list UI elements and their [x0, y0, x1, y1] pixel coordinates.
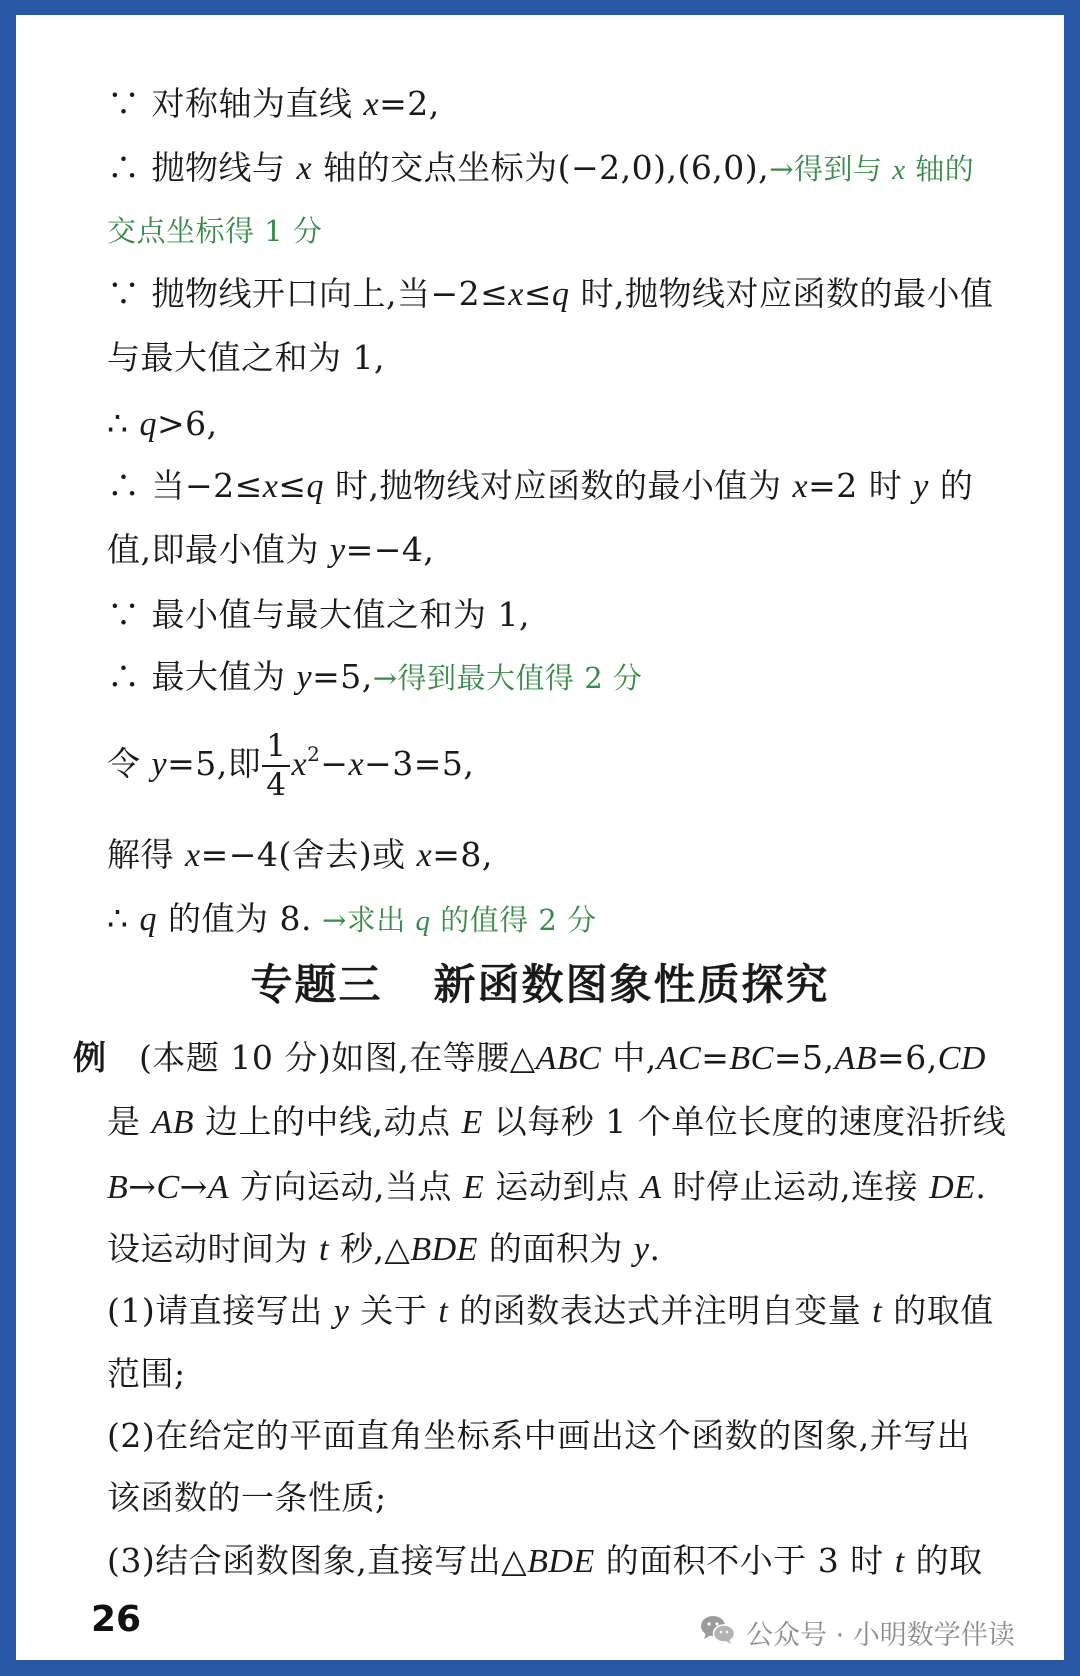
math-variable: y	[151, 746, 168, 783]
math-variable: y	[329, 532, 346, 569]
text-run: =2 时	[808, 466, 914, 505]
text-run: =5,即	[167, 744, 262, 783]
math-variable: x	[416, 837, 433, 874]
example-line-4	[107, 1227, 660, 1271]
text-run: 方向运动,当点	[229, 1167, 464, 1206]
example-line-6	[107, 1352, 186, 1396]
text-run: >6,	[157, 404, 218, 443]
math-variable: q	[139, 406, 157, 443]
example-line-7	[107, 1414, 970, 1458]
text-run: 的值得 2 分	[430, 903, 597, 937]
solution-line-12	[107, 833, 493, 877]
math-variable: y	[913, 468, 929, 505]
solution-line-11	[107, 724, 474, 804]
text-run: 轴的	[905, 152, 975, 186]
example-label: 例	[73, 1038, 107, 1077]
math-variable: x	[262, 468, 279, 505]
text-run: 关于	[349, 1291, 439, 1330]
math-variable: DE	[929, 1169, 976, 1206]
math-variable: BC	[729, 1040, 774, 1077]
text-run: (3)结合函数图象,直接写出△	[107, 1541, 528, 1580]
math-variable: q	[306, 468, 325, 505]
math-variable: E	[461, 1104, 483, 1141]
math-variable: CD	[937, 1040, 986, 1077]
text-run: (本题 10 分)如图,在等腰△	[139, 1038, 536, 1077]
math-variable: C	[156, 1169, 180, 1206]
text-run: 的值为 8.	[157, 899, 312, 938]
text-run: =	[701, 1038, 730, 1077]
text-run: 中,	[601, 1038, 657, 1077]
text-run: 的面积为	[477, 1229, 634, 1268]
math-variable: E	[463, 1169, 485, 1206]
solution-line-2	[107, 146, 974, 190]
text-run: ∴	[107, 899, 140, 938]
text-run: 是	[107, 1102, 152, 1141]
math-variable: x	[348, 746, 365, 783]
math-variable: y	[333, 1293, 350, 1330]
example-line-2	[107, 1100, 1006, 1144]
fraction-denominator: 4	[266, 767, 287, 803]
text-run: ∴ 最大值为	[107, 657, 297, 696]
wechat-icon	[700, 1614, 736, 1650]
math-variable: x	[363, 86, 380, 123]
example-line-3	[107, 1165, 986, 1209]
text-run: 令	[107, 744, 152, 783]
math-variable: AB	[834, 1040, 878, 1077]
math-variable: x	[185, 837, 201, 874]
solution-line-8	[107, 528, 434, 572]
text-run: →得到与	[769, 152, 893, 186]
math-variable: AC	[656, 1040, 702, 1077]
text-run: .	[649, 1229, 661, 1268]
exponent: 2	[307, 742, 321, 766]
solution-line-6	[107, 402, 218, 446]
math-variable: A	[207, 1169, 230, 1206]
text-run: (1)请直接写出	[107, 1291, 334, 1330]
math-variable: A	[640, 1169, 662, 1206]
text-run: 秒,△	[328, 1229, 411, 1268]
text-run: −	[320, 744, 349, 783]
math-variable: x	[892, 154, 906, 186]
text-run: ∵ 对称轴为直线	[107, 84, 364, 123]
text-run: ≤	[278, 466, 307, 505]
example-line-8	[107, 1476, 387, 1520]
fraction	[262, 728, 290, 803]
math-variable: t	[319, 1231, 329, 1268]
text-run: ∵ 最小值与最大值之和为 1,	[107, 595, 530, 634]
solution-line-13	[107, 897, 597, 941]
text-run: 时停止运动,连接	[661, 1167, 930, 1206]
math-variable: t	[438, 1293, 449, 1330]
solution-line-9	[107, 593, 530, 637]
text-run: 的面积不小于 3 时	[594, 1541, 895, 1580]
math-variable: q	[139, 901, 157, 938]
text-run: 的	[928, 466, 974, 505]
math-variable: q	[415, 905, 431, 937]
math-variable: ABC	[535, 1040, 602, 1077]
text-run: =8,	[432, 835, 493, 874]
text-run: 设运动时间为	[107, 1229, 319, 1268]
text-run: →	[128, 1167, 157, 1206]
math-variable: AB	[151, 1104, 195, 1141]
text-run: 值,即最小值为	[107, 530, 330, 569]
text-run: 轴的交点坐标为(−2,0),(6,0),	[312, 148, 770, 187]
text-run: =2,	[379, 84, 440, 123]
text-run: ∴ 当−2≤	[107, 466, 263, 505]
text-run: 运动到点	[484, 1167, 641, 1206]
fraction-numerator: 1	[262, 731, 290, 767]
text-run: 的函数表达式并注明自变量	[448, 1291, 873, 1330]
text-run: 时,抛物线对应函数的最小值	[569, 274, 994, 313]
text-run: 边上的中线,动点	[194, 1102, 462, 1141]
math-variable: BDE	[527, 1543, 595, 1580]
solution-line-4	[107, 272, 994, 316]
text-run: ≤	[523, 274, 553, 313]
math-variable: x	[792, 468, 809, 505]
math-variable: t	[894, 1543, 905, 1580]
page-number: 26	[91, 1599, 142, 1640]
math-variable: B	[107, 1169, 129, 1206]
text-run: 交点坐标得 1 分	[107, 214, 323, 248]
score-annotation	[373, 661, 643, 695]
text-run: (2)在给定的平面直角坐标系中画出这个函数的图象,并写出	[107, 1416, 971, 1455]
math-variable: BDE	[410, 1231, 478, 1268]
math-variable: x	[296, 150, 313, 187]
text-run: ∴	[107, 404, 140, 443]
text-run: 与最大值之和为 1,	[107, 338, 385, 377]
section-number: 专题三	[250, 960, 383, 1009]
score-annotation	[107, 214, 322, 248]
example-line-5	[107, 1289, 994, 1333]
math-variable: x	[508, 276, 524, 313]
text-run: 时,抛物线对应函数的最小值为	[324, 466, 793, 505]
section-title: 新函数图象性质探究	[433, 960, 830, 1009]
solution-line-3	[107, 208, 322, 252]
text-run: =6,	[877, 1038, 938, 1077]
solution-line-7	[107, 464, 973, 508]
text-run: 以每秒 1 个单位长度的速度沿折线	[482, 1102, 1007, 1141]
score-annotation	[322, 903, 597, 937]
text-run: 范围;	[107, 1354, 186, 1393]
math-variable: t	[872, 1293, 883, 1330]
watermark-text: 公众号 · 小明数学伴读	[746, 1619, 1015, 1651]
solution-line-5	[107, 336, 385, 380]
math-variable: y	[296, 659, 313, 696]
text-run: =5,	[773, 1038, 835, 1077]
text-run: =−4(舍去)或	[200, 835, 417, 874]
solution-line-10	[107, 655, 642, 699]
text-run: →求出	[321, 903, 416, 937]
text-run: =−4,	[345, 530, 435, 569]
solution-line-1	[107, 82, 440, 126]
text-run: ∴ 抛物线与	[107, 148, 297, 187]
section-heading	[0, 959, 1080, 1011]
text-run: =5,	[312, 657, 373, 696]
text-run: −3=5,	[364, 744, 475, 783]
text-run: 解得	[107, 835, 185, 874]
example-line-9	[107, 1539, 983, 1583]
text-run: 的取	[904, 1541, 983, 1580]
text-run: ∵ 抛物线开口向上,当−2≤	[107, 274, 509, 313]
text-run: →	[179, 1167, 208, 1206]
watermark	[700, 1612, 1015, 1652]
text-run: .	[975, 1167, 987, 1206]
text-run: 的取值	[882, 1291, 994, 1330]
score-annotation	[769, 152, 974, 186]
math-variable: y	[633, 1231, 650, 1268]
example-line-1	[73, 1036, 986, 1080]
math-variable: x	[291, 746, 308, 783]
math-variable: q	[552, 276, 570, 313]
text-run: 该函数的一条性质;	[107, 1478, 387, 1517]
text-run: →得到最大值得 2 分	[372, 661, 643, 695]
